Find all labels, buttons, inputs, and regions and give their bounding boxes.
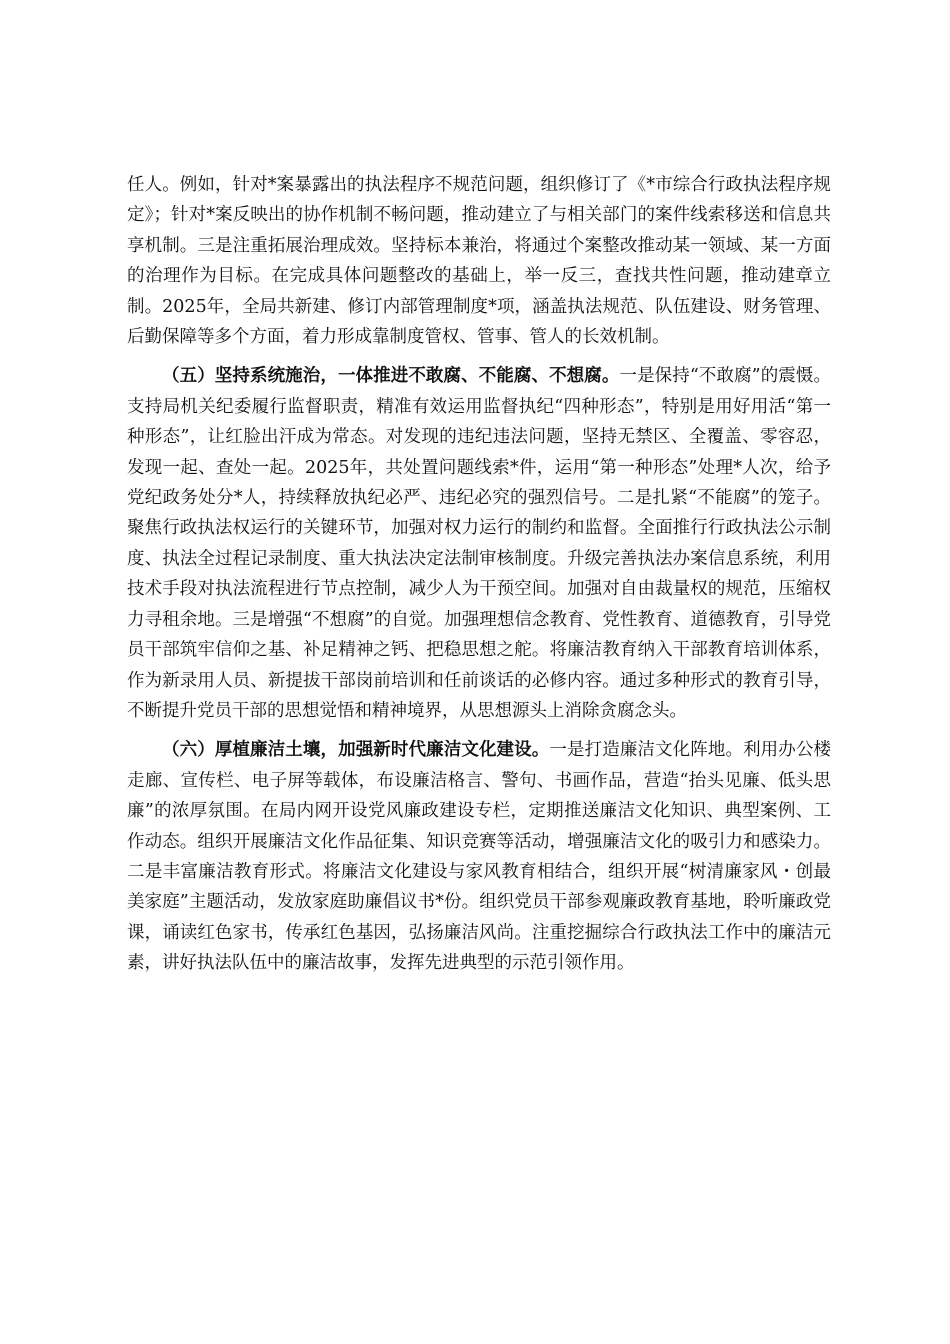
paragraph-continuation <box>127 170 831 352</box>
paragraph-text: 任人。例如，针对*案暴露出的执法程序不规范问题，组织修订了《*市综合行政执法程序规定》；针对*案反映出的协作机制不畅问题，推动建立了与相关部门的案件线索移送和信息共享机制。三是注重拓展治理成效。坚持标本兼治，将通过个案整改推动某一领域、某一方面的治理作为目标。在完成具体问题整改的基础上，举一反三，查找共性问题，推动建章立制。2025年，全局共新建、修订内部管理制度*项，涵盖执法规范、队伍建设、财务管理、后勤保障等多个方面，着力形成靠制度管权、管事、管人的长效机制。 <box>127 175 831 348</box>
section-heading: （五）坚持系统施治，一体推进不敢腐、不能腐、不想腐。 <box>162 366 620 387</box>
paragraph-section-6 <box>127 735 831 978</box>
paragraph-text: 一是保持“不敢腐”的震慑。支持局机关纪委履行监督职责，精准有效运用监督执纪“四种形态”，特别是用好用活“第一种形态”，让红脸出汗成为常态。对发现的违纪违法问题，坚持无禁区、全覆盖、零容忍，发现一起、查处一起。2025年，共处置问题线索*件，运用“第一种形态”处理*人次，给予党纪政务处分*人，持续释放执纪必严、违纪必究的强烈信号。二是扎紧“不能腐”的笼子。聚焦行政执法权运行的关键环节，加强对权力运行的制约和监督。全面推行行政执法公示制度、执法全过程记录制度、重大执法决定法制审核制度。升级完善执法办案信息系统，利用技术手段对执法流程进行节点控制，减少人为干预空间。加强对自由裁量权的规范，压缩权力寻租余地。三是增强“不想腐”的自觉。加强理想信念教育、党性教育、道德教育，引导党员干部筑牢信仰之基、补足精神之钙、把稳思想之舵。将廉洁教育纳入干部教育培训体系，作为新录用人员、新提拔干部岗前培训和任前谈话的必修内容。通过多种形式的教育引导，不断提升党员干部的思想觉悟和精神境界，从思想源头上消除贪腐念头。 <box>127 366 831 721</box>
document-body <box>127 170 831 988</box>
section-heading: （六）厚植廉洁土壤，加强新时代廉洁文化建设。 <box>162 740 550 761</box>
paragraph-section-5 <box>127 361 831 726</box>
paragraph-text: 一是打造廉洁文化阵地。利用办公楼走廊、宣传栏、电子屏等载体，布设廉洁格言、警句、书画作品，营造“抬头见廉、低头思廉”的浓厚氛围。在局内网开设党风廉政建设专栏，定期推送廉洁文化知识、典型案例、工作动态。组织开展廉洁文化作品征集、知识竞赛等活动，增强廉洁文化的吸引力和感染力。二是丰富廉洁教育形式。将廉洁文化建设与家风教育相结合，组织开展“树清廉家风・创最美家庭”主题活动，发放家庭助廉倡议书*份。组织党员干部参观廉政教育基地，聆听廉政党课，诵读红色家书，传承红色基因，弘扬廉洁风尚。注重挖掘综合行政执法工作中的廉洁元素，讲好执法队伍中的廉洁故事，发挥先进典型的示范引领作用。 <box>127 740 832 974</box>
